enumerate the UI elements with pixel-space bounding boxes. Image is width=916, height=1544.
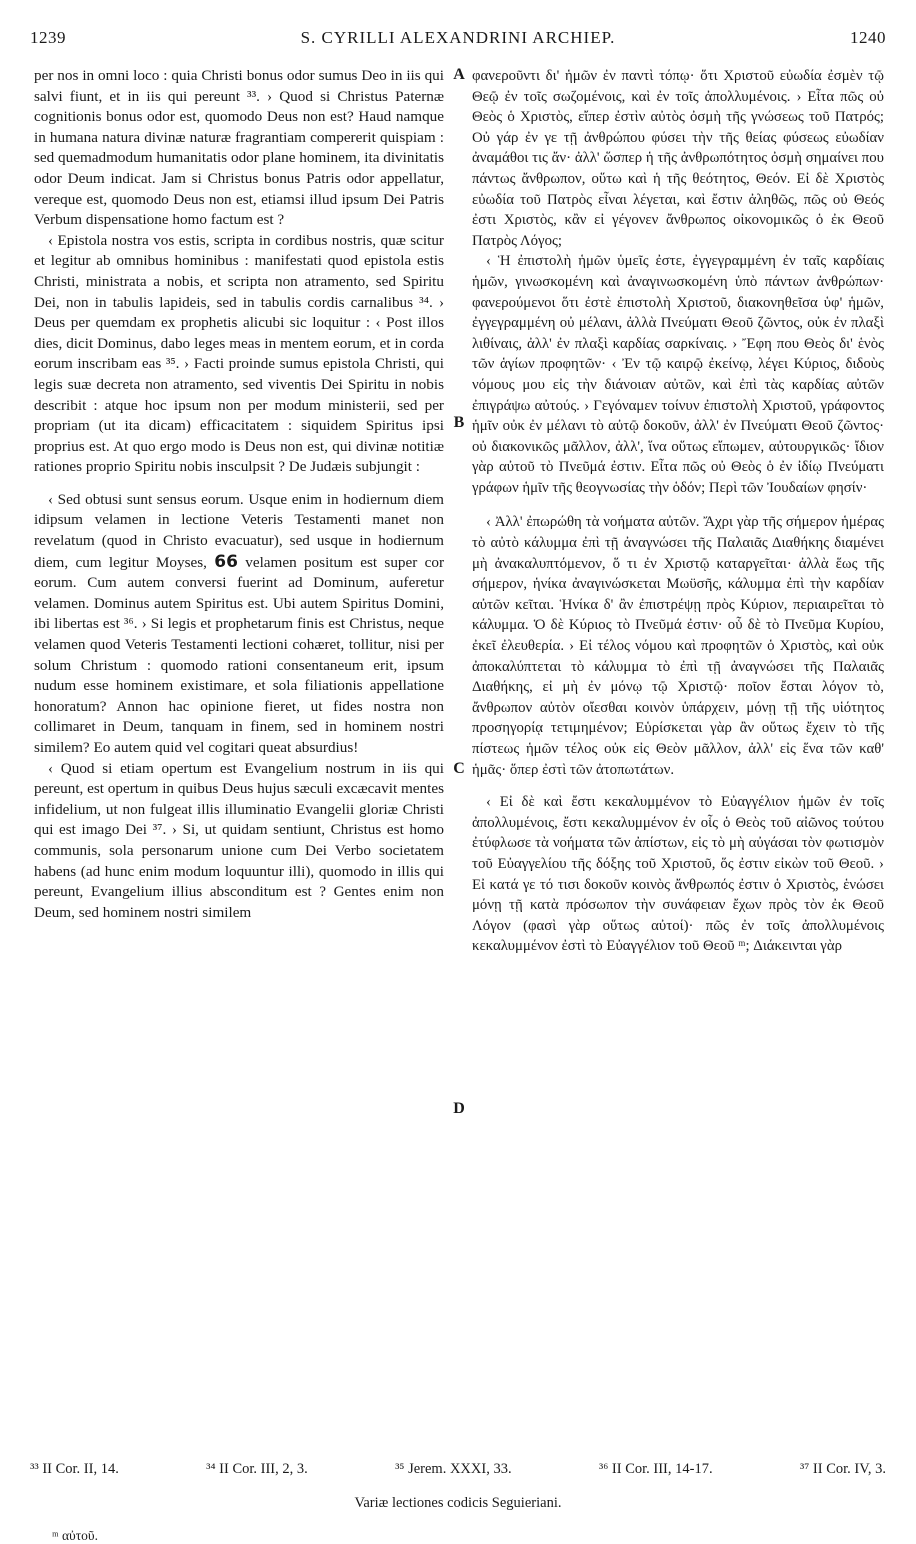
greek-paragraph: φανεροῦντι δι' ἡμῶν ἐν παντὶ τόπῳ· ὅτι Χριστοῦ εὐωδία ἐσμὲν τῷ Θεῷ ἐν τοῖς σωζομένοις, καὶ ἐν τοῖς ἀπολλυμένοις. › Εἶτα πῶς οὐ Θεὸς ὁ Χριστὸς, εἴπερ ἐστὶν αὐτὸς ὀσμὴ τῆς γνώσεως τοῦ Πατρός; Οὐ γάρ ἐν γε τῇ ἀνθρώπου φύσει τὴν τῆς θείας φύσεως εὐωδίαν ἀναμάθοι τις ἄν· ἀλλ' ὥσπερ ἡ τῆς ἀνθρωπότητος ὀσμὴ σημαίνει που πάντως ἄνθρωπον, οὕτω καὶ ἡ τῆς θεότητος, Θεόν. Εἰ δὲ Χριστὸς εὐωδία τοῦ Πατρὸς εἶναι λέγεται, καὶ ἔστιν ἀληθῶς, πῶς οὐ Θεός ἐστι Χριστὸς, κἂν εἰ γέγονεν ἄνθρωπος οἰκονομικῶς ὁ ἐκ Θεοῦ Πατρὸς Λόγος;: [472, 68, 884, 249]
footnotes: [30, 1461, 886, 1478]
footnote: ³⁵ Jerem. XXXI, 33.: [395, 1461, 512, 1477]
page-number-right: 1240: [850, 28, 886, 47]
footnote: ³³ II Cor. II, 14.: [30, 1461, 119, 1477]
footnote: ³⁷ II Cor. IV, 3.: [799, 1461, 886, 1477]
latin-paragraph: per nos in omni loco : quia Christi bonus odor sumus Deo in iis qui salvi fiunt, et in iis qui pereunt ³³. › Quod si Christus Paternæ cognitionis bonus odor est, quomodo Deus non est? Haud namque in humana natura divinæ naturæ fragrantiam compererit quispiam : sed quemadmodum humanitatis odor plane hominem, ita divinitatis odor Deum indicat. Jam si Christus bonus Patris odor appellatur, vereque est, quomodo Deus non est, etiamsi illud ipsum Dei Patris Verbum dispensatione homo factum est ?: [34, 67, 444, 229]
variae-lectiones-heading: Variæ lectiones codicis Seguieriani.: [354, 1495, 562, 1511]
footnote: ³⁶ II Cor. III, 14-17.: [598, 1461, 713, 1477]
page-number-left: 1239: [30, 28, 66, 47]
margin-letter-a: A: [453, 66, 465, 83]
latin-paragraph: ‹ Epistola nostra vos estis, scripta in cordibus nostris, quæ scitur et legitur ab omnibus hominibus : manifestati quod epistola estis Christi, ministrata a nobis, et scripta non atramento, sed Spiritu Dei, non in tabulis lapideis, sed in tabulis cordis carnalibus ³⁴. › Deus per quemdam ex prophetis alicubi sic loquitur : ‹ Post illos dies, dicit Dominus, dabo leges meas in mentem eorum, et in corda eorum inscribam eas ³⁵. › Facti proinde sumus epistola Christi, qui legis suæ decreta non atramento, sed viventis Dei Spiritu in nobis describit : atque hoc ipsum non per modum ministerii, sed per propriam (ut ita dicam) efficacitatem : siquidem Spiritus ipsi proprius est. At quo ergo modo is Deus non est, qui divinæ notitiæ rationes proprio Spiritu nobis insculpsit ? De Judæis subjungit :: [34, 231, 444, 476]
greek-column: [472, 66, 884, 957]
footnote: ³⁴ II Cor. III, 2, 3.: [206, 1461, 308, 1477]
greek-paragraph: ‹ Ἀλλ' ἐπωρώθη τὰ νοήματα αὐτῶν. Ἄχρι γὰρ τῆς σήμερον ἡμέρας τὸ αὐτὸ κάλυμμα ἐπὶ τῇ ἀναγνώσει τῆς Παλαιᾶς Διαθήκης διαμένει μὴ ἀνακαλυπτόμενον, ὅ τι ἐν Χριστῷ καταργεῖται· ἀλλὰ ἕως τῆς σήμερον, ἡνίκα ἀναγινώσκεται Μωϋσῆς, κάλυμμα ἐπὶ τὴν καρδίαν αὐτῶν κεῖται. Ἡνίκα δ' ἂν ἐπιστρέψῃ πρὸς Κύριον, περιαιρεῖται τὸ κάλυμμα. Ὁ δὲ Κύριος τὸ Πνεῦμά ἐστιν· οὗ δὲ τὸ Πνεῦμα Κυρίου, ἐκεῖ ἐλευθερία. › Εἰ τέλος νόμου καὶ προφητῶν ὁ Χριστὸς, καὶ οὐκ ἀποκαλύπτεται τὸ κάλυμμα τὸ ἐπὶ τῇ ἀναγνώσει τῆς Παλαιᾶς Διαθήκης, εἰ μὴ ἐν μόνῳ τῷ Χριστῷ· ποῖον ἔσται λόγον τὸ, ἄνθρωπον αὐτὸν οἴεσθαι κοινὸν ὑπάρχειν, μόνῃ τῇ τῆς υἱότητος προσηγορίᾳ τετιμημένον; Εὑρίσκεται γὰρ ἂν οὕτως ἔχειν τὸ τῆς πίστεως ἡμῶν τέλος οὐκ εἰς Θεὸν μᾶλλον, ἀλλ' εἰς ἕνα τῶν καθ' ἡμᾶς· ὅπερ ἐστὶ τῶν ἀτοπωτάτων.: [472, 514, 884, 778]
latin-paragraph: ‹ Quod si etiam opertum est Evangelium nostrum in iis qui pereunt, est opertum in quibus Deus hujus sæculi excæcavit mentes infidelium, ut non fulgeat illis illuminatio Evangelii gloriæ Christi qui est imago Dei ³⁷. › Si, ut quidam sentiunt, Christus est homo communis, sola personarum unione cum Dei Verbo societatem habens (ad hunc enim modum loquuntur illi), quomodo in illis qui pereunt, Evangelium illius absconditum est ? Gentes enim non Deum, sed hominem nostri similem: [34, 759, 444, 921]
latin-paragraph: ‹ Sed obtusi sunt sensus eorum. Usque enim in hodiernum diem idipsum velamen in lectione Veteris Testamenti manet non revelatum (quod in Christo evacuatur), sed usque in hodiernum diem, cum legitur Moyses, 66 velamen positum est super cor eorum. Cum autem conversi fuerint ad Dominum, auferetur velamen. Dominus autem Spiritus est. Ubi autem Spiritus Domini, ibi libertas est ³⁶. › Si legis et prophetarum finis est Christus, neque velamen quod Veteris Testamenti lectioni cohæret, tollitur, nisi per solum Christum : quomodo rationi consentaneum erit, ipsum nudum esse hominem existimare, et sola filiationis appellatione honoratum? Annon hac opinione fieret, ut fides nostra non collimaret in Deum, tanquam in finem, sed in hominem nostri similem? Eo autem quid vel cogitari queat absurdius!: [34, 490, 445, 756]
greek-paragraph: ‹ Ἡ ἐπιστολὴ ἡμῶν ὑμεῖς ἐστε, ἐγγεγραμμένη ἐν ταῖς καρδίαις ἡμῶν, γινωσκομένη καὶ ἀναγινωσκομένη ὑπὸ πάντων ἀνθρώπων· φανερούμενοι ὅτι ἐστὲ ἐπιστολὴ Χριστοῦ, διακονηθεῖσα ὑφ' ἡμῶν, ἐγγεγραμμένη οὐ μέλανι, ἀλλὰ Πνεύματι Θεοῦ ζῶντος, οὐκ ἐν πλαξὶ λιθίναις, ἀλλ' ἐν πλαξὶ καρδίας σαρκίναις. › Ἔφη που Θεὸς δι' ἑνὸς τῶν ἁγίων προφητῶν· ‹ Ἐν τῷ καιρῷ ἐκείνῳ, λέγει Κύριος, διδοὺς νόμους μου εἰς τὴν διάνοιαν αὐτῶν, καὶ ἐπὶ τὰς καρδίας αὐτῶν ἐπιγράψω αὐτούς. › Γεγόναμεν τοίνυν ἐπιστολὴ Χριστοῦ, γράφοντος ἡμῖν οὐκ ἐν μέλανι τὸ αὐτῷ δοκοῦν, ἀλλ' ἐν Πνεύματι Θεοῦ ζῶντος· οὐ διακονικῶς μᾶλλον, ἀλλ', ἵνα οὕτως εἴπωμεν, αὐτουργικῶς· ἴδιον γὰρ αὐτοῦ τὸ Πνεῦμά ἐστιν. Εἶτα πῶς οὐ Θεὸς ὁ ἐν ἰδίῳ Πνεύματι γράφων ἡμῖν τῆς θεογνωσίας τὴν ὁδόν; Περὶ τῶν Ἰουδαίων φησίν·: [472, 253, 884, 496]
margin-letter-b: B: [453, 414, 465, 431]
page-header: [30, 28, 886, 58]
margin-letter-d: D: [453, 1100, 465, 1117]
column-number: 66: [214, 551, 238, 572]
running-title: S. CYRILLI ALEXANDRINI ARCHIEP.: [300, 28, 616, 47]
variant-reading: ᵐ αὐτοῦ.: [52, 1528, 98, 1543]
greek-paragraph: ‹ Εἰ δὲ καὶ ἔστι κεκαλυμμένον τὸ Εὐαγγέλιον ἡμῶν ἐν τοῖς ἀπολλυμένοις, ἔστι κεκαλυμμένον ἐν οἷς ὁ Θεὸς τοῦ αἰῶνος τούτου ἐτύφλωσε τὰ νοήματα τῶν ἀπίστων, εἰς τὸ μὴ αὐγάσαι τὸν φωτισμὸν τοῦ Εὐαγγελίου τῆς δόξης τοῦ Χριστοῦ, ὅς ἐστιν εἰκὼν τοῦ Θεοῦ. › Εἰ κατά γε τό τισι δοκοῦν κοινὸς ἄνθρωπός ἐστιν ὁ Χριστὸς, ἑνώσει μόνῃ τῇ κατὰ πρόσωπον τὴν συνάφειαν ἔχων πρὸς τὸν ἐκ Θεοῦ Λόγον (φασὶ γὰρ οὕτως αὐτοί)· πῶς ἐν τοῖς ἀπολλυμένοις κεκαλυμμένον ἐστὶ τὸ Εὐαγγέλιον τοῦ Θεοῦ ᵐ; Διάκεινται γὰρ: [472, 794, 884, 955]
latin-column: [34, 66, 444, 923]
margin-letter-c: C: [453, 760, 465, 777]
